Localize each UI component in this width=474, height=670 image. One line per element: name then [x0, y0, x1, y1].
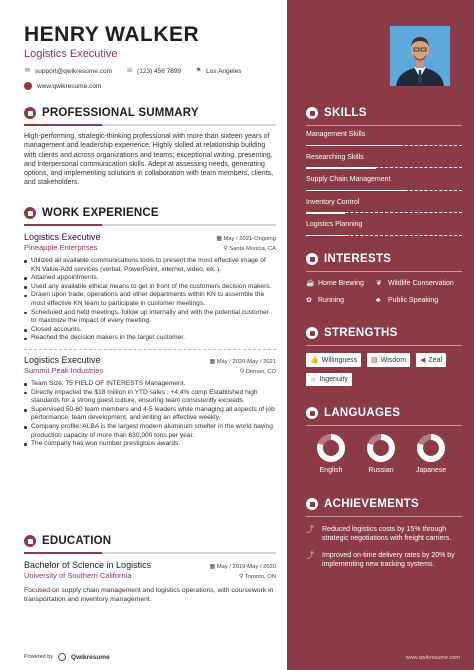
achievements-icon	[306, 498, 318, 510]
job-title: Logistics Executive	[24, 354, 101, 365]
skill-item	[306, 154, 462, 177]
job-location: ⚲ Santa Monica, CA	[223, 246, 276, 252]
language-name: Russian	[368, 467, 394, 474]
skill-level-fill	[306, 145, 400, 147]
strengths-list	[306, 353, 462, 386]
skill-item	[306, 199, 462, 222]
skills-title: SKILLS	[324, 107, 367, 119]
list-item: Drawn upon trade, operations and other departments within KN to assemble the most effective KN team to participate in customer meetings.	[24, 291, 276, 308]
pin-icon: ⚑	[195, 68, 202, 74]
list-item: Attained appointments.	[24, 274, 276, 283]
summary-title: PROFESSIONAL SUMMARY	[42, 107, 199, 119]
globe-icon	[24, 82, 32, 90]
skills-list	[306, 131, 462, 244]
location-text: Los Angeles	[206, 68, 242, 75]
strength-tag: ☼ Ingenuity	[306, 373, 352, 386]
thumbs-up-icon: 👍	[310, 357, 319, 364]
degree-title: Bachelor of Science in Logistics	[24, 560, 152, 570]
footer-url: www.qwikresume.com	[405, 655, 460, 661]
skill-name: Supply Chain Management	[306, 176, 391, 183]
beer-icon: ☕	[306, 280, 315, 287]
education-text: Focused on supply chain management and logistics operations, with coursework in transportation and inventory management.	[24, 587, 274, 603]
megaphone-icon: ◀	[420, 357, 426, 364]
powered-by-text: Powered by	[24, 654, 54, 660]
list-item: Used any available ethical means to get in front of the customers decision makers.	[24, 283, 276, 292]
list-item: Directly impacted the $18 million in YTD sales ; +4.4% comp Established high standards for a strong guest culture, ensuring team consistently exceeds.	[24, 389, 276, 406]
list-item: Closed accounts.	[24, 326, 276, 335]
list-item: Team Size: 75 FIELD OF INTERESTS Management.	[24, 380, 276, 389]
email-text[interactable]: support@qwikresume.com	[35, 68, 113, 75]
languages-section	[306, 405, 462, 474]
list-item: Reached the decision makers in the target customer.	[24, 334, 276, 343]
candidate-role: Logistics Executive	[24, 48, 118, 60]
interest-item: ♣ Public Speaking	[376, 296, 439, 304]
strengths-section	[306, 325, 462, 386]
experience-section	[24, 205, 276, 449]
interest-item: ✿ Running	[306, 296, 345, 304]
list-item: Scheduled and held meetings, follow up internally and with the potential customer to maximize the impact of every meeting.	[24, 309, 276, 326]
interest-item: ❦ Wildlife Conservation	[376, 280, 454, 287]
list-item: Company profile: ALBA is the largest modern aluminum smelter in the world having production capacity of more than 830,000 tons per year.	[24, 423, 276, 440]
strength-tag: ▤ Wisdom	[367, 353, 410, 367]
skill-level-bar	[306, 212, 462, 213]
job-entry	[24, 232, 276, 343]
achievement-item: ⤴ Reduced logistics costs by 15% through strategic negotiations with freight carriers.	[306, 525, 452, 542]
summary-icon	[24, 107, 36, 119]
strength-tag: ◀ Zeal	[416, 353, 446, 367]
skills-section	[306, 105, 462, 244]
footer-brand	[24, 653, 110, 661]
skill-item	[306, 131, 462, 154]
interests-section	[306, 251, 462, 305]
skill-level-bar	[306, 167, 462, 168]
language-item	[362, 433, 400, 474]
strengths-title: STRENGTHS	[324, 327, 398, 339]
skill-item	[306, 221, 462, 244]
briefcase-icon	[24, 207, 36, 219]
phone-text: (123) 456 7899	[137, 68, 182, 75]
job-dates: ▦ May / 2020-May / 2021	[209, 358, 276, 365]
languages-title: LANGUAGES	[324, 407, 401, 419]
skill-level-bar	[306, 190, 462, 191]
school-name: University of Southern California	[24, 571, 132, 580]
language-item	[412, 433, 450, 474]
sidebar	[287, 0, 474, 670]
phone-icon: ☏	[126, 68, 134, 74]
achievements-section	[306, 496, 462, 577]
job-bullets	[24, 380, 276, 449]
skill-level-bar	[306, 145, 462, 146]
achievements-title: ACHIEVEMENTS	[324, 498, 419, 510]
education-section	[24, 533, 276, 604]
qwikresume-logo-icon	[58, 653, 66, 661]
lightbulb-icon: ☼	[310, 376, 317, 383]
job-company: Pineapple Enterprises	[24, 243, 98, 252]
achievement-item: ⤴ Improved on-time delivery rates by 20% by implementing new tracking systems.	[306, 551, 455, 568]
interest-item: ☕ Home Brewing	[306, 280, 364, 287]
paw-icon: ✿	[306, 296, 312, 304]
list-item: The company has won number prestigious awards.	[24, 440, 276, 449]
list-item: Supervised 50-60 team members and 4-5 leaders while managing all aspects of job performance, team development, and writing an effective weekly.	[24, 406, 276, 423]
skill-level-fill	[306, 190, 407, 192]
strengths-icon	[306, 327, 318, 339]
candidate-name: HENRY WALKER	[24, 23, 200, 46]
skill-name: Researching Skills	[306, 153, 364, 161]
strength-tag: 👍 Willingness	[306, 353, 361, 367]
contact-row	[24, 68, 275, 75]
skills-icon	[306, 107, 318, 119]
education-title: EDUCATION	[42, 535, 112, 547]
skill-name: Management Skills	[306, 131, 366, 138]
language-item	[312, 433, 350, 474]
chart-icon: ⤴	[306, 525, 314, 534]
book-icon: ▤	[371, 357, 378, 364]
interests-title: INTERESTS	[324, 253, 392, 265]
language-name: English	[319, 467, 343, 474]
job-bullets	[24, 257, 276, 343]
envelope-icon: ✉	[24, 68, 31, 74]
language-name: Japanese	[415, 467, 447, 474]
job-location: ⚲ Denver, CO	[239, 368, 276, 375]
experience-title: WORK EXPERIENCE	[42, 207, 159, 219]
brand-text: Qwikresume	[71, 653, 110, 661]
languages-icon	[306, 407, 318, 419]
website-text[interactable]: www.qwikresume.com	[37, 82, 102, 90]
skill-name: Logistics Planning	[306, 221, 363, 228]
skill-item	[306, 176, 462, 199]
job-entry	[24, 355, 276, 449]
list-item: Utilized all available communications tools to present the most effective image of KN Value-Add services (verbal, PowerPoint, internet, video, etc.).	[24, 257, 276, 274]
profile-photo	[390, 26, 450, 86]
skill-level-fill	[306, 212, 345, 214]
skill-level-fill	[306, 235, 345, 237]
skill-level-bar	[306, 235, 462, 236]
interests-list	[306, 280, 462, 305]
job-company: Summit Peak Industries	[24, 365, 104, 375]
job-title: Logistics Executive	[24, 232, 101, 242]
summary-section	[24, 105, 276, 188]
education-dates: ▦ May / 2019-May / 2020	[209, 564, 276, 570]
interests-icon	[306, 253, 318, 265]
languages-list	[306, 433, 462, 474]
skill-level-fill	[306, 167, 376, 169]
graduation-cap-icon	[24, 535, 36, 547]
microphone-icon: ♣	[376, 296, 381, 304]
website-row	[24, 82, 275, 90]
summary-text: High-performing, strategic-thinking professional with more than sixteen years of management and leadership experience. Highly skilled at relationship building with clients and across organizations and teams; exceptional writing, presenting, and interpersonal communication skills. Adept at assessing needs, generating options, and implementing solutions in collaboration with team members, clients, and stakeholders.	[24, 133, 274, 187]
language-level-ring	[366, 433, 396, 463]
language-level-ring	[316, 433, 346, 463]
leaf-icon: ❦	[376, 280, 382, 287]
chart-icon: ⤴	[306, 551, 314, 560]
education-location: ⚲ Toronto, ON	[238, 574, 276, 580]
skill-name: Inventory Control	[306, 198, 360, 206]
language-level-ring	[416, 433, 446, 463]
job-dates: ▦ May / 2021-Ongoing	[216, 236, 276, 242]
